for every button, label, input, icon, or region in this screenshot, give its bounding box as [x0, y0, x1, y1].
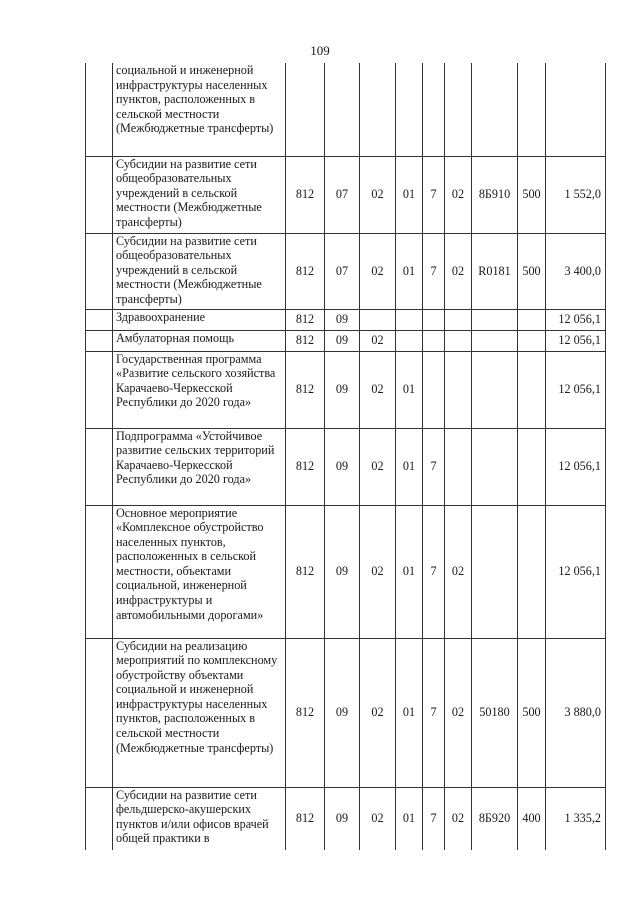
- subprogram-code-cell: [423, 63, 445, 156]
- subprogram-code-cell: [423, 330, 445, 351]
- ministry-code-cell: 812: [286, 351, 325, 428]
- program-code-cell: [396, 63, 423, 156]
- row-number-cell: [86, 309, 113, 330]
- row-number-cell: [86, 638, 113, 787]
- expense-type-cell: [518, 428, 546, 505]
- program-code-cell: [396, 309, 423, 330]
- row-number-cell: [86, 233, 113, 309]
- ministry-code-cell: 812: [286, 330, 325, 351]
- direction-code-cell: [472, 63, 518, 156]
- table-row: [86, 351, 606, 428]
- ministry-code-cell: 812: [286, 638, 325, 787]
- subsection-code-cell: 02: [360, 428, 396, 505]
- section-code-cell: 09: [325, 330, 360, 351]
- section-code-cell: 07: [325, 156, 360, 233]
- section-code-cell: 09: [325, 351, 360, 428]
- subprogram-code-cell: 7: [423, 787, 445, 850]
- expense-type-cell: [518, 330, 546, 351]
- table-row: [86, 638, 606, 787]
- program-code-cell: 01: [396, 156, 423, 233]
- amount-cell: 1 552,0: [546, 156, 606, 233]
- direction-code-cell: [472, 330, 518, 351]
- row-name-cell: Государственная программа «Развитие сельского хозяйства Карачаево-Черкесской Республики до 2020 года»: [113, 351, 286, 428]
- page-number: 109: [310, 43, 330, 58]
- amount-cell: 3 880,0: [546, 638, 606, 787]
- subprogram-code-cell: 7: [423, 505, 445, 638]
- ministry-code-cell: 812: [286, 309, 325, 330]
- section-code-cell: 09: [325, 309, 360, 330]
- expense-type-cell: 400: [518, 787, 546, 850]
- subprogram-code-cell: 7: [423, 233, 445, 309]
- table-row: [86, 428, 606, 505]
- subsection-code-cell: [360, 309, 396, 330]
- direction-code-cell: 8Б910: [472, 156, 518, 233]
- activity-code-cell: 02: [445, 787, 472, 850]
- row-name-cell: Подпрограмма «Устойчивое развитие сельских территорий Карачаево-Черкесской Республики до 2020 года»: [113, 428, 286, 505]
- row-name-cell: Субсидии на развитие сети общеобразовательных учреждений в сельской местности (Межбюджетные трансферты): [113, 233, 286, 309]
- row-name-cell: Амбулаторная помощь: [113, 330, 286, 351]
- subsection-code-cell: 02: [360, 330, 396, 351]
- amount-cell: [546, 63, 606, 156]
- section-code-cell: 07: [325, 233, 360, 309]
- row-number-cell: [86, 428, 113, 505]
- row-name-cell: Субсидии на развитие сети общеобразовательных учреждений в сельской местности (Межбюджетные трансферты): [113, 156, 286, 233]
- activity-code-cell: 02: [445, 156, 472, 233]
- expense-type-cell: [518, 63, 546, 156]
- program-code-cell: 01: [396, 428, 423, 505]
- section-code-cell: 09: [325, 505, 360, 638]
- table-row: [86, 309, 606, 330]
- row-name-cell: Здравоохранение: [113, 309, 286, 330]
- program-code-cell: 01: [396, 638, 423, 787]
- direction-code-cell: 50180: [472, 638, 518, 787]
- budget-table: [85, 63, 606, 850]
- row-number-cell: [86, 787, 113, 850]
- activity-code-cell: [445, 428, 472, 505]
- row-number-cell: [86, 330, 113, 351]
- direction-code-cell: [472, 505, 518, 638]
- direction-code-cell: [472, 428, 518, 505]
- activity-code-cell: 02: [445, 638, 472, 787]
- row-name-cell: Субсидии на реализацию мероприятий по комплексному обустройству объектами социальной и инженерной инфраструктуры населенных пунктов, расположенных в сельской местности (Межбюджетные трансферты): [113, 638, 286, 787]
- subprogram-code-cell: 7: [423, 156, 445, 233]
- section-code-cell: 09: [325, 638, 360, 787]
- table-row: [86, 233, 606, 309]
- program-code-cell: 01: [396, 787, 423, 850]
- ministry-code-cell: 812: [286, 787, 325, 850]
- amount-cell: 12 056,1: [546, 505, 606, 638]
- table-row: [86, 156, 606, 233]
- ministry-code-cell: 812: [286, 505, 325, 638]
- subprogram-code-cell: [423, 309, 445, 330]
- program-code-cell: 01: [396, 351, 423, 428]
- row-name-cell: социальной и инженерной инфраструктуры населенных пунктов, расположенных в сельской местности (Межбюджетные трансферты): [113, 63, 286, 156]
- ministry-code-cell: [286, 63, 325, 156]
- subsection-code-cell: 02: [360, 233, 396, 309]
- subsection-code-cell: 02: [360, 638, 396, 787]
- subprogram-code-cell: 7: [423, 428, 445, 505]
- row-number-cell: [86, 156, 113, 233]
- ministry-code-cell: 812: [286, 233, 325, 309]
- expense-type-cell: [518, 505, 546, 638]
- activity-code-cell: [445, 351, 472, 428]
- activity-code-cell: 02: [445, 233, 472, 309]
- amount-cell: 1 335,2: [546, 787, 606, 850]
- subprogram-code-cell: 7: [423, 638, 445, 787]
- subsection-code-cell: [360, 63, 396, 156]
- activity-code-cell: 02: [445, 505, 472, 638]
- activity-code-cell: [445, 309, 472, 330]
- expense-type-cell: 500: [518, 233, 546, 309]
- program-code-cell: 01: [396, 505, 423, 638]
- program-code-cell: 01: [396, 233, 423, 309]
- amount-cell: 12 056,1: [546, 330, 606, 351]
- subprogram-code-cell: [423, 351, 445, 428]
- program-code-cell: [396, 330, 423, 351]
- ministry-code-cell: 812: [286, 156, 325, 233]
- amount-cell: 3 400,0: [546, 233, 606, 309]
- row-name-cell: Основное мероприятие «Комплексное обустройство населенных пунктов, расположенных в сельской местности, объектами социальной, инженерной инфраструктуры и автомобильными дорогами»: [113, 505, 286, 638]
- expense-type-cell: [518, 309, 546, 330]
- table-row: [86, 787, 606, 850]
- direction-code-cell: 8Б920: [472, 787, 518, 850]
- expense-type-cell: 500: [518, 156, 546, 233]
- amount-cell: 12 056,1: [546, 351, 606, 428]
- table-row: [86, 505, 606, 638]
- section-code-cell: 09: [325, 787, 360, 850]
- row-number-cell: [86, 63, 113, 156]
- direction-code-cell: [472, 309, 518, 330]
- subsection-code-cell: 02: [360, 156, 396, 233]
- direction-code-cell: R0181: [472, 233, 518, 309]
- row-number-cell: [86, 351, 113, 428]
- section-code-cell: 09: [325, 428, 360, 505]
- subsection-code-cell: 02: [360, 787, 396, 850]
- row-number-cell: [86, 505, 113, 638]
- row-name-cell: Субсидии на развитие сети фельдшерско-акушерских пунктов и/или офисов врачей общей практики в: [113, 787, 286, 850]
- expense-type-cell: [518, 351, 546, 428]
- subsection-code-cell: 02: [360, 505, 396, 638]
- subsection-code-cell: 02: [360, 351, 396, 428]
- ministry-code-cell: 812: [286, 428, 325, 505]
- section-code-cell: [325, 63, 360, 156]
- activity-code-cell: [445, 330, 472, 351]
- table-row: [86, 63, 606, 156]
- activity-code-cell: [445, 63, 472, 156]
- table-row: [86, 330, 606, 351]
- expense-type-cell: 500: [518, 638, 546, 787]
- budget-table-wrapper: [85, 63, 606, 850]
- amount-cell: 12 056,1: [546, 428, 606, 505]
- amount-cell: 12 056,1: [546, 309, 606, 330]
- direction-code-cell: [472, 351, 518, 428]
